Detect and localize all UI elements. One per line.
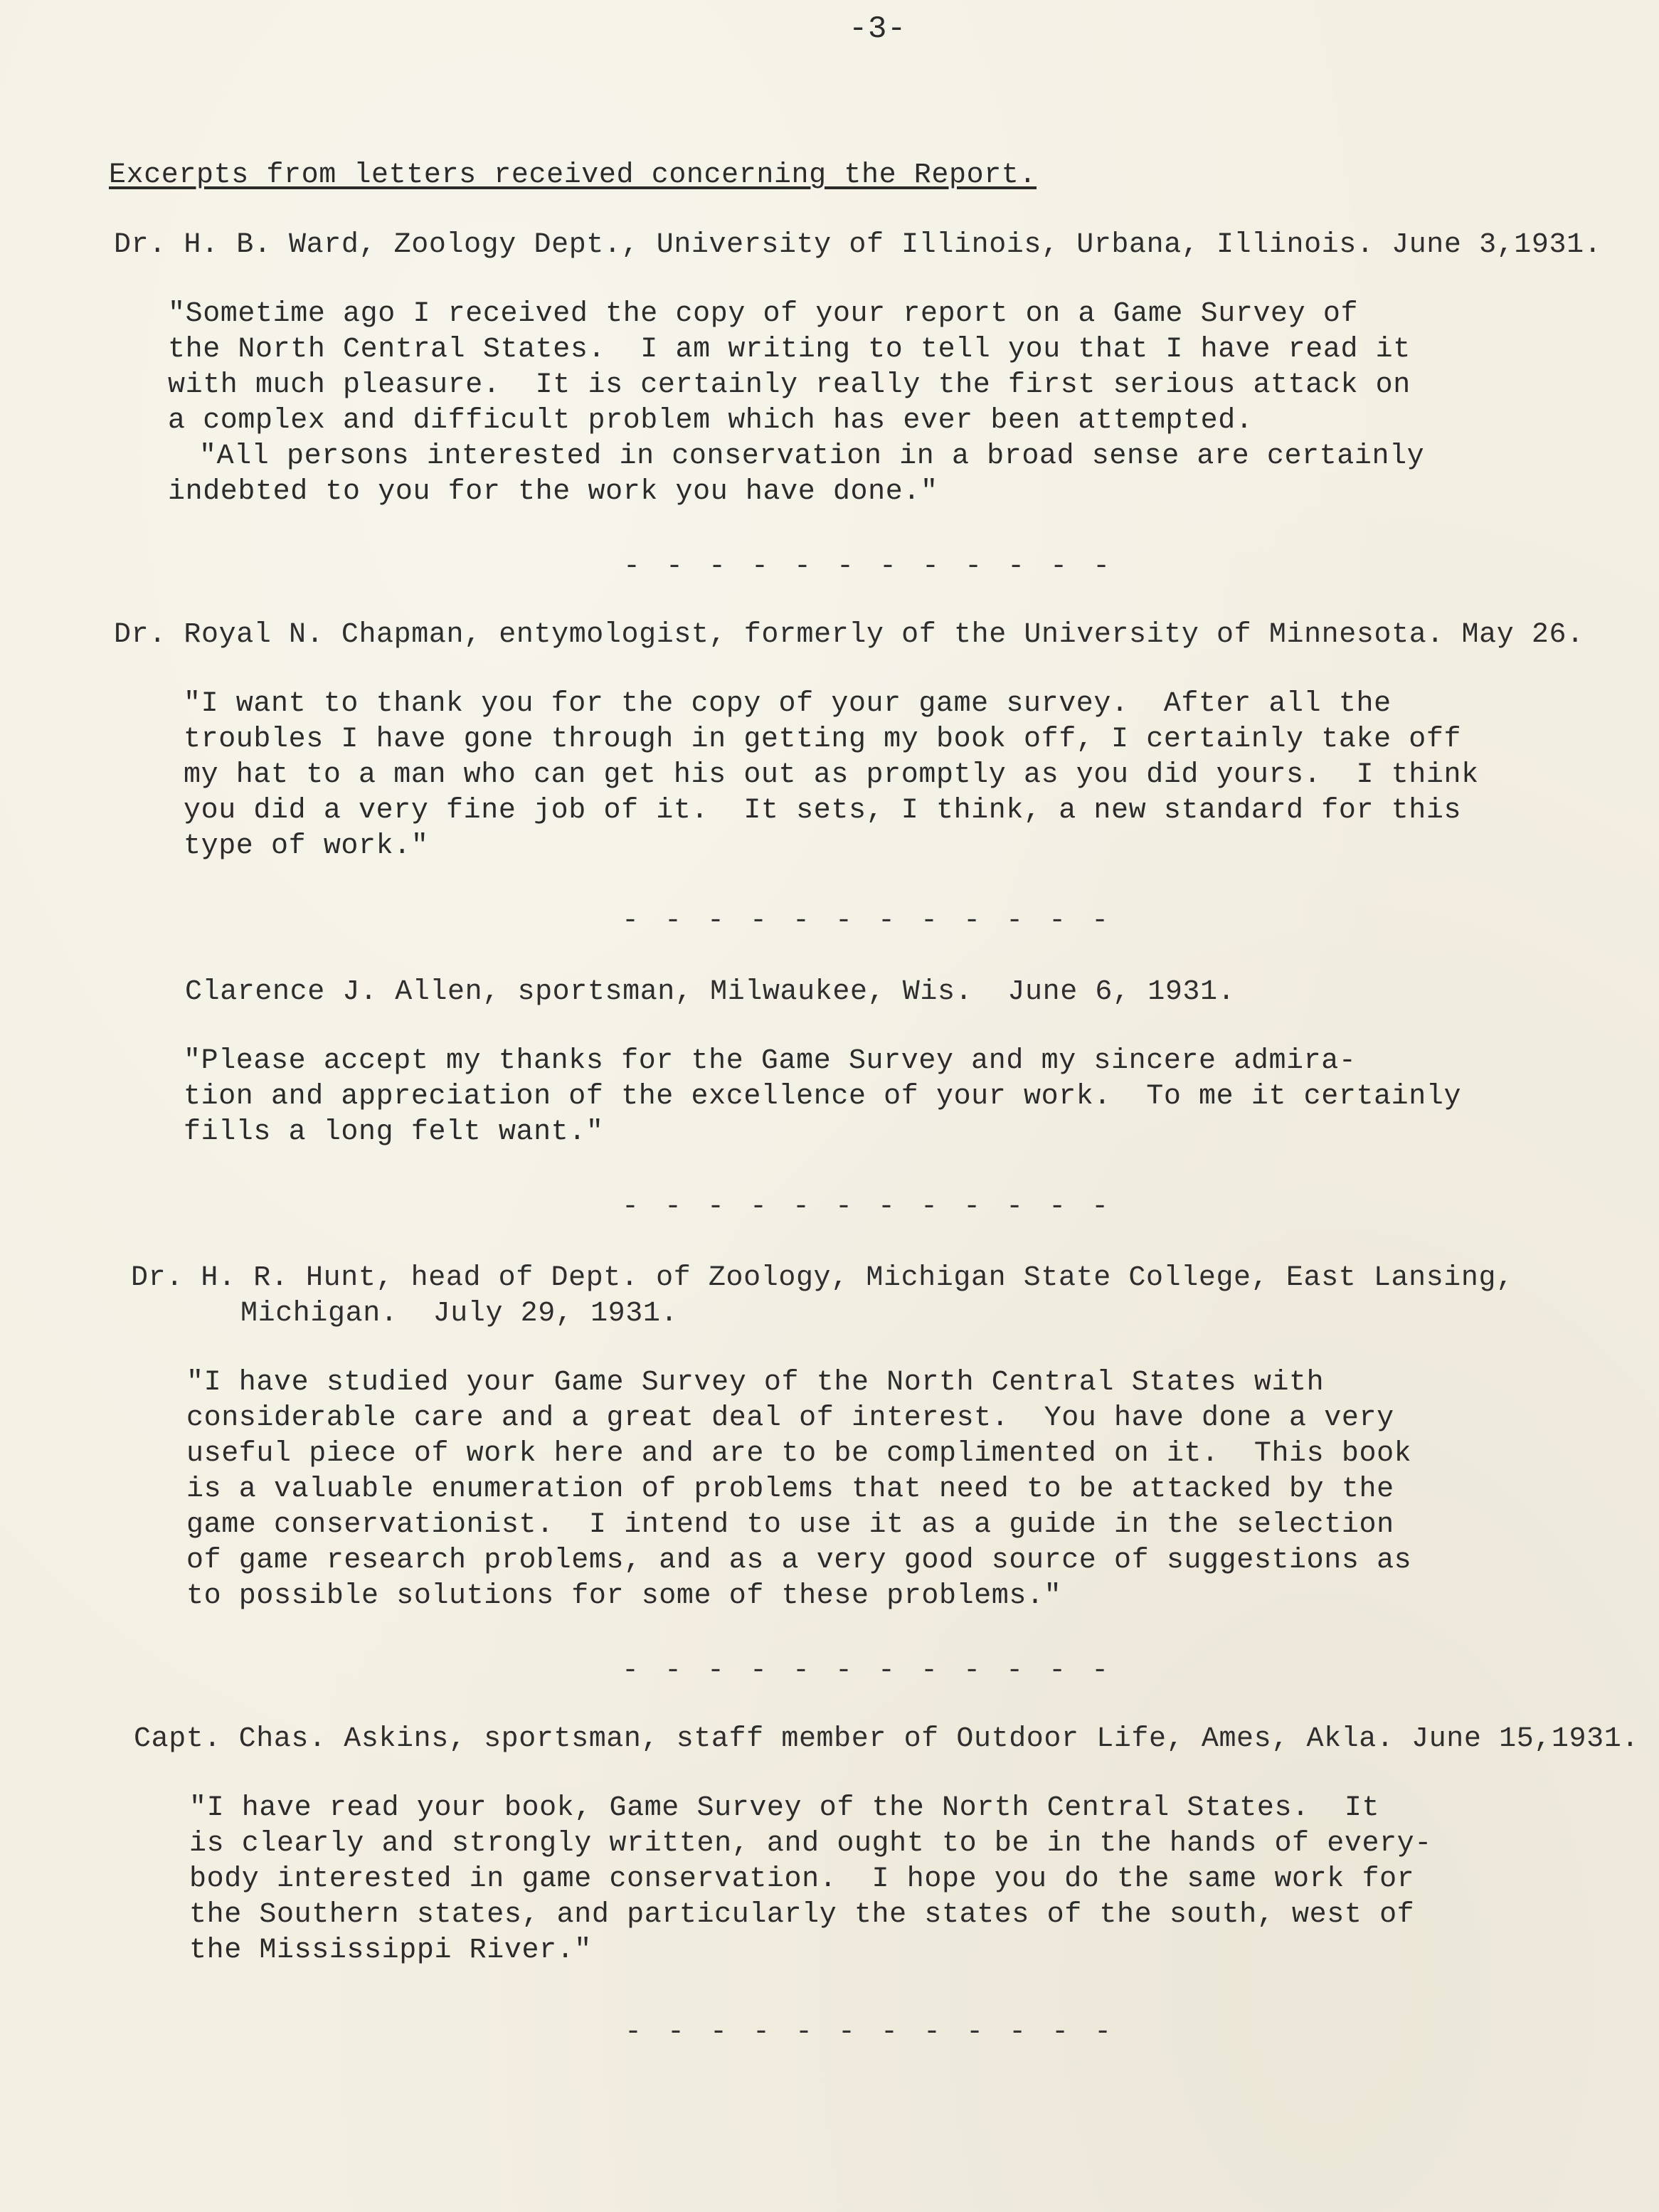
letter-3-body-line-2: tion and appreciation of the excellence of your work. To me it certainly	[184, 1081, 1462, 1113]
separator-5: - - - - - - - - - - - -	[625, 2016, 1116, 2048]
letter-2-body-line-5: type of work."	[184, 830, 429, 862]
letter-4-header-line-2: Michigan. July 29, 1931.	[240, 1298, 679, 1330]
letter-2-body-line-2: troubles I have gone through in getting my book off, I certainly take off	[184, 724, 1462, 756]
letter-4-body-line-3: useful piece of work here and are to be complimented on it. This book	[186, 1438, 1412, 1470]
letter-5-body-line-4: the Southern states, and particularly the states of the south, west of	[189, 1899, 1415, 1931]
page-number: -3-	[849, 11, 907, 47]
separator-3: - - - - - - - - - - - -	[622, 1191, 1113, 1223]
separator-2: - - - - - - - - - - - -	[622, 905, 1113, 937]
letter-5-body-line-2: is clearly and strongly written, and ought to be in the hands of every-	[189, 1828, 1432, 1860]
letter-4-body-line-5: game conservationist. I intend to use it as a guide in the selection	[186, 1509, 1394, 1541]
letter-5-header-line-1: Capt. Chas. Askins, sportsman, staff member of Outdoor Life, Ames, Akla. June 15,1931.	[134, 1723, 1639, 1755]
letter-2-header-line-1: Dr. Royal N. Chapman, entymologist, formerly of the University of Minnesota. May 26.	[114, 619, 1584, 651]
letter-4-body-line-2: considerable care and a great deal of interest. You have done a very	[186, 1402, 1394, 1434]
letter-5-body-line-3: body interested in game conservation. I hope you do the same work for	[189, 1863, 1415, 1895]
letter-2-body-line-3: my hat to a man who can get his out as promptly as you did yours. I think	[184, 759, 1479, 791]
letter-1-body-line-4: a complex and difficult problem which has ever been attempted.	[168, 405, 1253, 437]
letter-2-body-line-4: you did a very fine job of it. It sets, I think, a new standard for this	[184, 795, 1462, 827]
letter-4-body-line-4: is a valuable enumeration of problems that need to be attacked by the	[186, 1473, 1394, 1505]
separator-1: - - - - - - - - - - - -	[623, 551, 1115, 583]
letter-2-body-line-1: "I want to thank you for the copy of your game survey. After all the	[184, 688, 1392, 720]
letter-4-body-line-1: "I have studied your Game Survey of the North Central States with	[186, 1367, 1325, 1399]
letter-1-body-line-2: the North Central States. I am writing to tell you that I have read it	[168, 334, 1411, 366]
letter-3-body-line-3: fills a long felt want."	[184, 1116, 604, 1148]
letter-4-body-line-7: to possible solutions for some of these problems."	[186, 1580, 1062, 1612]
letter-1-body-line-5: "All persons interested in conservation in a broad sense are certainly	[199, 440, 1425, 472]
letter-5-body-line-1: "I have read your book, Game Survey of the North Central States. It	[189, 1792, 1380, 1824]
separator-4: - - - - - - - - - - - -	[622, 1655, 1113, 1687]
letter-1-body-line-6: indebted to you for the work you have done."	[168, 476, 938, 508]
section-heading: Excerpts from letters received concerning the Report.	[109, 159, 1037, 191]
letter-4-header-line-1: Dr. H. R. Hunt, head of Dept. of Zoology, Michigan State College, East Lansing,	[131, 1262, 1514, 1294]
letter-1-body-line-3: with much pleasure. It is certainly really the first serious attack on	[168, 369, 1411, 401]
letter-3-header-line-1: Clarence J. Allen, sportsman, Milwaukee, Wis. June 6, 1931.	[185, 976, 1236, 1008]
letter-5-body-line-5: the Mississippi River."	[189, 1935, 592, 1967]
letter-4-body-line-6: of game research problems, and as a very good source of suggestions as	[186, 1545, 1412, 1577]
letter-1-header-line-1: Dr. H. B. Ward, Zoology Dept., University of Illinois, Urbana, Illinois. June 3,1931.	[114, 229, 1602, 261]
letter-3-body-line-1: "Please accept my thanks for the Game Survey and my sincere admira-	[184, 1045, 1357, 1077]
letter-1-body-line-1: "Sometime ago I received the copy of your report on a Game Survey of	[168, 298, 1359, 330]
